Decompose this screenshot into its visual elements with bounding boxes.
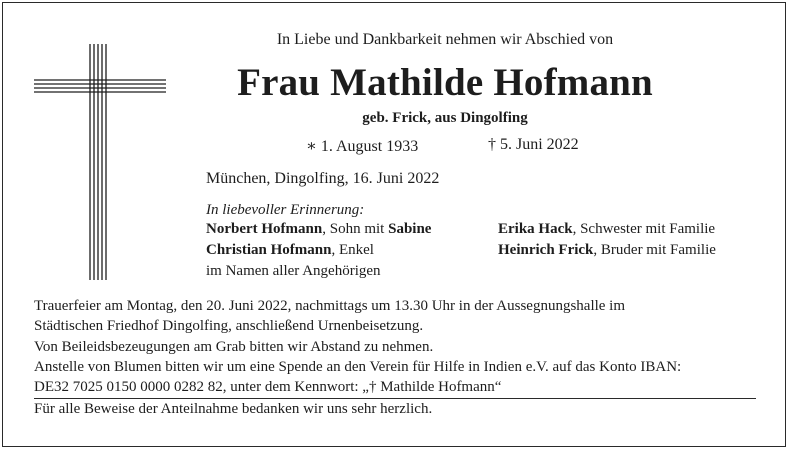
service-info xyxy=(34,296,764,397)
mourner-name: Erika Hack xyxy=(498,221,573,237)
mourner-christian xyxy=(206,242,374,259)
mourner-all-relatives: im Namen aller Angehörigen xyxy=(206,263,381,279)
mourner-relation: , Schwester mit Familie xyxy=(572,221,716,237)
place-date: München, Dingolfing, 16. Juni 2022 xyxy=(206,170,440,187)
mourner-relation: , Bruder mit Familie xyxy=(593,242,716,258)
mourner-name: Heinrich Frick xyxy=(498,242,594,258)
mourner-heinrich xyxy=(498,242,716,259)
service-line: Städtischen Friedhof Dingolfing, anschließend Urnenbeisetzung. xyxy=(34,318,424,335)
mourner-erika xyxy=(498,221,715,238)
deceased-name: Frau Mathilde Hofmann xyxy=(237,61,653,104)
death-date: † 5. Juni 2022 xyxy=(488,136,579,153)
mourner-name: Norbert Hofmann xyxy=(206,221,323,237)
birth-name: geb. Frick, aus Dingolfing xyxy=(362,110,528,126)
service-line: DE32 7025 0150 0000 0282 82, unter dem Kennwort: „† Mathilde Hofmann“ xyxy=(34,379,502,396)
memory-label: In liebevoller Erinnerung: xyxy=(206,202,365,218)
mourner-partner: Sabine xyxy=(388,221,432,237)
intro-text: In Liebe und Dankbarkeit nehmen wir Abschied von xyxy=(276,31,614,48)
divider xyxy=(34,398,756,399)
thanks-text: Für alle Beweise der Anteilnahme bedanken wir uns sehr herzlich. xyxy=(34,401,433,417)
service-line: Anstelle von Blumen bitten wir um eine Spende an den Verein für Hilfe in Indien e.V. auf das Konto IBAN: xyxy=(34,358,682,375)
mourner-name: Christian Hofmann xyxy=(206,242,332,258)
mourner-relation: , Sohn mit xyxy=(322,221,389,237)
service-line: Von Beileidsbezeugungen am Grab bitten wir Abstand zu nehmen. xyxy=(34,338,434,355)
birth-date: ∗ 1. August 1933 xyxy=(306,138,419,155)
cross-icon xyxy=(34,44,166,280)
service-line: Trauerfeier am Montag, den 20. Juni 2022, nachmittags um 13.30 Uhr in der Aussegnungshalle im xyxy=(34,298,626,314)
mourner-relation: , Enkel xyxy=(331,242,374,258)
mourner-norbert xyxy=(206,221,431,238)
